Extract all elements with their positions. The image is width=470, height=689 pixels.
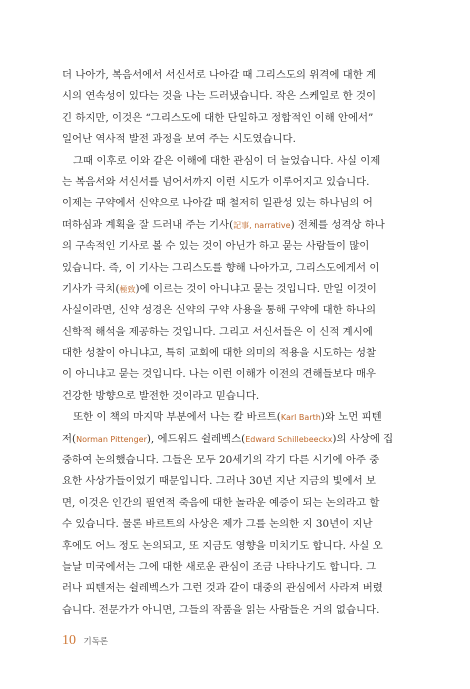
text-line: 사실이라면, 신약 성경은 신약의 구약 사용을 통해 구약에 대한 하나의 (62, 304, 377, 317)
original-term: Norman Pittenger (76, 434, 147, 444)
text-segment: 떠하심과 계획을 잘 드러내 주는 기사( (62, 218, 234, 231)
text-line: 대한 성찰이 아니냐고, 특히 교회에 대한 의미의 적용을 시도하는 성찰 (62, 347, 377, 360)
text-line (62, 279, 414, 300)
text-line: 면, 이것은 인간의 필연적 죽음에 대한 놀라운 예증이 되는 논의라고 할 (62, 496, 380, 509)
running-head: 기독론 (83, 637, 109, 647)
page-footer (62, 633, 108, 649)
text-line: 신학적 해석을 제공하는 것입니다. 그리고 서신서들은 이 신적 계시에 (62, 325, 373, 338)
text-segment: )와 노먼 피텐 (320, 411, 382, 424)
text-line: 건강한 방향으로 발전한 것이라고 믿습니다. (62, 389, 260, 402)
text-line: 있습니다. 즉, 이 기사는 그리스도를 향해 나아가고, 그리스도에게서 이 (62, 261, 380, 274)
paragraph (62, 65, 414, 151)
text-line: 긴 하지만, 이것은 “그리스도에 대한 단일하고 정합적인 이해 안에서” (62, 111, 374, 124)
text-line (62, 215, 414, 236)
original-term: Karl Barth (280, 413, 321, 423)
text-line: 더 나아가, 복음서에서 서신서로 나아갈 때 그리스도의 위격에 대한 계 (62, 69, 377, 81)
text-line (62, 429, 414, 450)
text-segment: 또한 이 책의 마지막 부분에서 나는 칼 바르트( (73, 411, 281, 424)
text-segment: )에 이르는 것이 아니냐고 묻는 것입니다. 만일 이것이 (135, 282, 377, 295)
text-line: 러나 피텐저는 쉴레벡스가 그런 것과 같이 대중의 관심에서 사라져 버렸 (62, 582, 383, 595)
text-line: 일어난 역사적 발전 과정을 보여 주는 시도였습니다. (62, 133, 296, 146)
original-term: 極致 (119, 284, 136, 294)
text-line: 이제는 구약에서 신약으로 나아갈 때 철저히 일관성 있는 하나님의 어 (62, 197, 373, 210)
text-line: 이 아니냐고 묻는 것입니다. 나는 이런 이해가 이전의 견해들보다 매우 (62, 368, 377, 381)
text-segment: )의 사상에 집 (332, 432, 394, 445)
paragraph (62, 151, 414, 408)
text-line: 습니다. 전문가가 아니면, 그들의 작품을 읽는 사람들은 거의 없습니다. (62, 603, 380, 616)
text-line: 후에도 어느 정도 논의되고, 또 지금도 영향을 미치기도 합니다. 사실 오 (62, 539, 383, 552)
text-line: 중하여 논의했습니다. 그들은 모두 20세기의 각기 다른 시기에 아주 중 (62, 454, 380, 467)
original-term: Edward Schillebeeckx (245, 434, 333, 444)
page-number: 10 (62, 633, 76, 648)
text-line: 늘날 미국에서는 그에 대한 새로운 관심이 조금 나타나기도 합니다. 그 (62, 560, 377, 573)
text-line: 수 있습니다. 물론 바르트의 사상은 제가 그를 논의한 지 30년이 지난 (62, 518, 373, 531)
text-line: 요한 사상가들이었기 때문입니다. 그러나 30년 지난 지금의 빛에서 보 (62, 475, 376, 488)
text-line: 는 복음서와 서신서를 넘어서까지 이런 시도가 이루어지고 있습니다. (62, 175, 370, 188)
original-term: 記事, narrative (233, 220, 291, 230)
text-line: 그때 이후로 이와 같은 이해에 대한 관심이 더 늘었습니다. 사실 이제 (73, 154, 381, 167)
text-line (62, 407, 414, 428)
text-segment: ) 전체를 성격상 하나 (290, 218, 385, 231)
body-text (62, 65, 414, 621)
text-segment: 기사가 극치( (62, 282, 120, 295)
text-segment: 저( (62, 432, 77, 445)
text-line: 의 구속적인 기사로 볼 수 있는 것이 아닌가 하고 묻는 사람들이 많이 (62, 240, 370, 253)
text-line: 시의 연속성이 있다는 것을 나는 드러냈습니다. 작은 스케일로 한 것이 (62, 90, 377, 103)
text-segment: ), 에드워드 쉴레벡스( (146, 432, 246, 445)
paragraph (62, 407, 414, 621)
